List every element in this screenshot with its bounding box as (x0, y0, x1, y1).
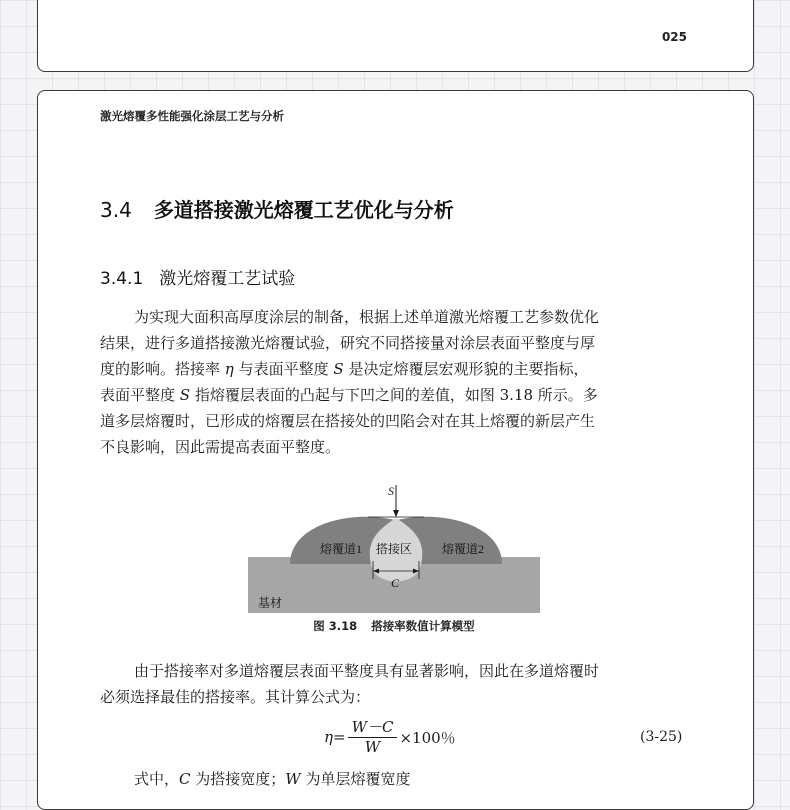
s-symbol: S (333, 360, 344, 378)
text-run: 为搭接宽度； (195, 770, 286, 788)
text-line: 为实现大面积高厚度涂层的制备，根据上述单道激光熔覆工艺参数优化 (134, 308, 600, 326)
text-line (100, 356, 690, 382)
paragraph-overlap-formula-intro (100, 658, 690, 710)
text-line: 由于搭接率对多道熔覆层表面平整度具有显著影响，因此在多道熔覆时 (134, 662, 600, 680)
overlap-rate-equation (324, 714, 456, 760)
text-run: 指熔覆层表面的凸起与下凹之间的差值，如图 3.18 所示。多 (194, 386, 598, 404)
page-number: 025 (661, 30, 687, 44)
paragraph-overlap-intro (100, 304, 690, 460)
running-header: 激光熔覆多性能强化涂层工艺与分析 (100, 109, 284, 123)
overlap-model-figure (248, 481, 540, 613)
equation-lhs: η= (324, 728, 346, 746)
subsection-number: 3.4.1 (100, 269, 144, 289)
text-run: 度的影响。搭接率 (100, 360, 221, 378)
text-run: 式中， (134, 770, 180, 788)
text-line: 必须选择最佳的搭接率。其计算公式为： (100, 688, 371, 706)
equation-numerator: W－C (351, 717, 394, 736)
subsection-title: 激光熔覆工艺试验 (159, 269, 296, 289)
text-run: 为单层熔覆宽度 (305, 770, 411, 788)
section-title: 多道搭接激光熔覆工艺优化与分析 (153, 198, 454, 222)
previous-page (37, 0, 754, 72)
track-2-label: 熔覆道2 (442, 542, 485, 556)
text-line (100, 766, 690, 792)
subsection-heading (100, 264, 295, 289)
figure-caption (248, 618, 540, 634)
text-line: 道多层熔覆时，已形成的熔覆层在搭接处的凹陷会对在其上熔覆的新层产生 (100, 412, 596, 430)
eta-symbol: η (224, 360, 234, 378)
equation-number: (3-25) (640, 729, 683, 745)
text-line (100, 382, 690, 408)
s-label: S (388, 484, 394, 498)
w-symbol: W (285, 770, 301, 788)
text-run: 是决定熔覆层宏观形貌的主要指标， (348, 360, 589, 378)
overlap-model-diagram (248, 481, 540, 613)
figure-caption-text: 搭接率数值计算模型 (371, 619, 475, 633)
overlap-label: 搭接区 (376, 542, 413, 556)
text-run: 表面平整度 (100, 386, 176, 404)
s-arrow (393, 510, 399, 517)
equation-fraction (348, 718, 398, 757)
book-page (37, 90, 754, 810)
section-heading (100, 194, 454, 223)
equation-denominator: W (364, 737, 381, 756)
text-line: 不良影响，因此需提高表面平整度。 (100, 438, 341, 456)
figure-number: 图 3.18 (313, 619, 358, 633)
section-number: 3.4 (100, 198, 132, 222)
s-symbol: S (179, 386, 191, 404)
track-1-label: 熔覆道1 (320, 542, 363, 556)
equation-rhs: ×100％ (399, 728, 456, 747)
paragraph-variable-definitions (100, 766, 690, 792)
c-symbol: C (179, 770, 191, 788)
substrate-label: 基材 (258, 596, 283, 610)
c-label: C (391, 576, 400, 590)
text-run: 与表面平整度 (238, 360, 329, 378)
text-line: 结果，进行多道搭接激光熔覆试验，研究不同搭接量对涂层表面平整度与厚 (100, 334, 596, 352)
